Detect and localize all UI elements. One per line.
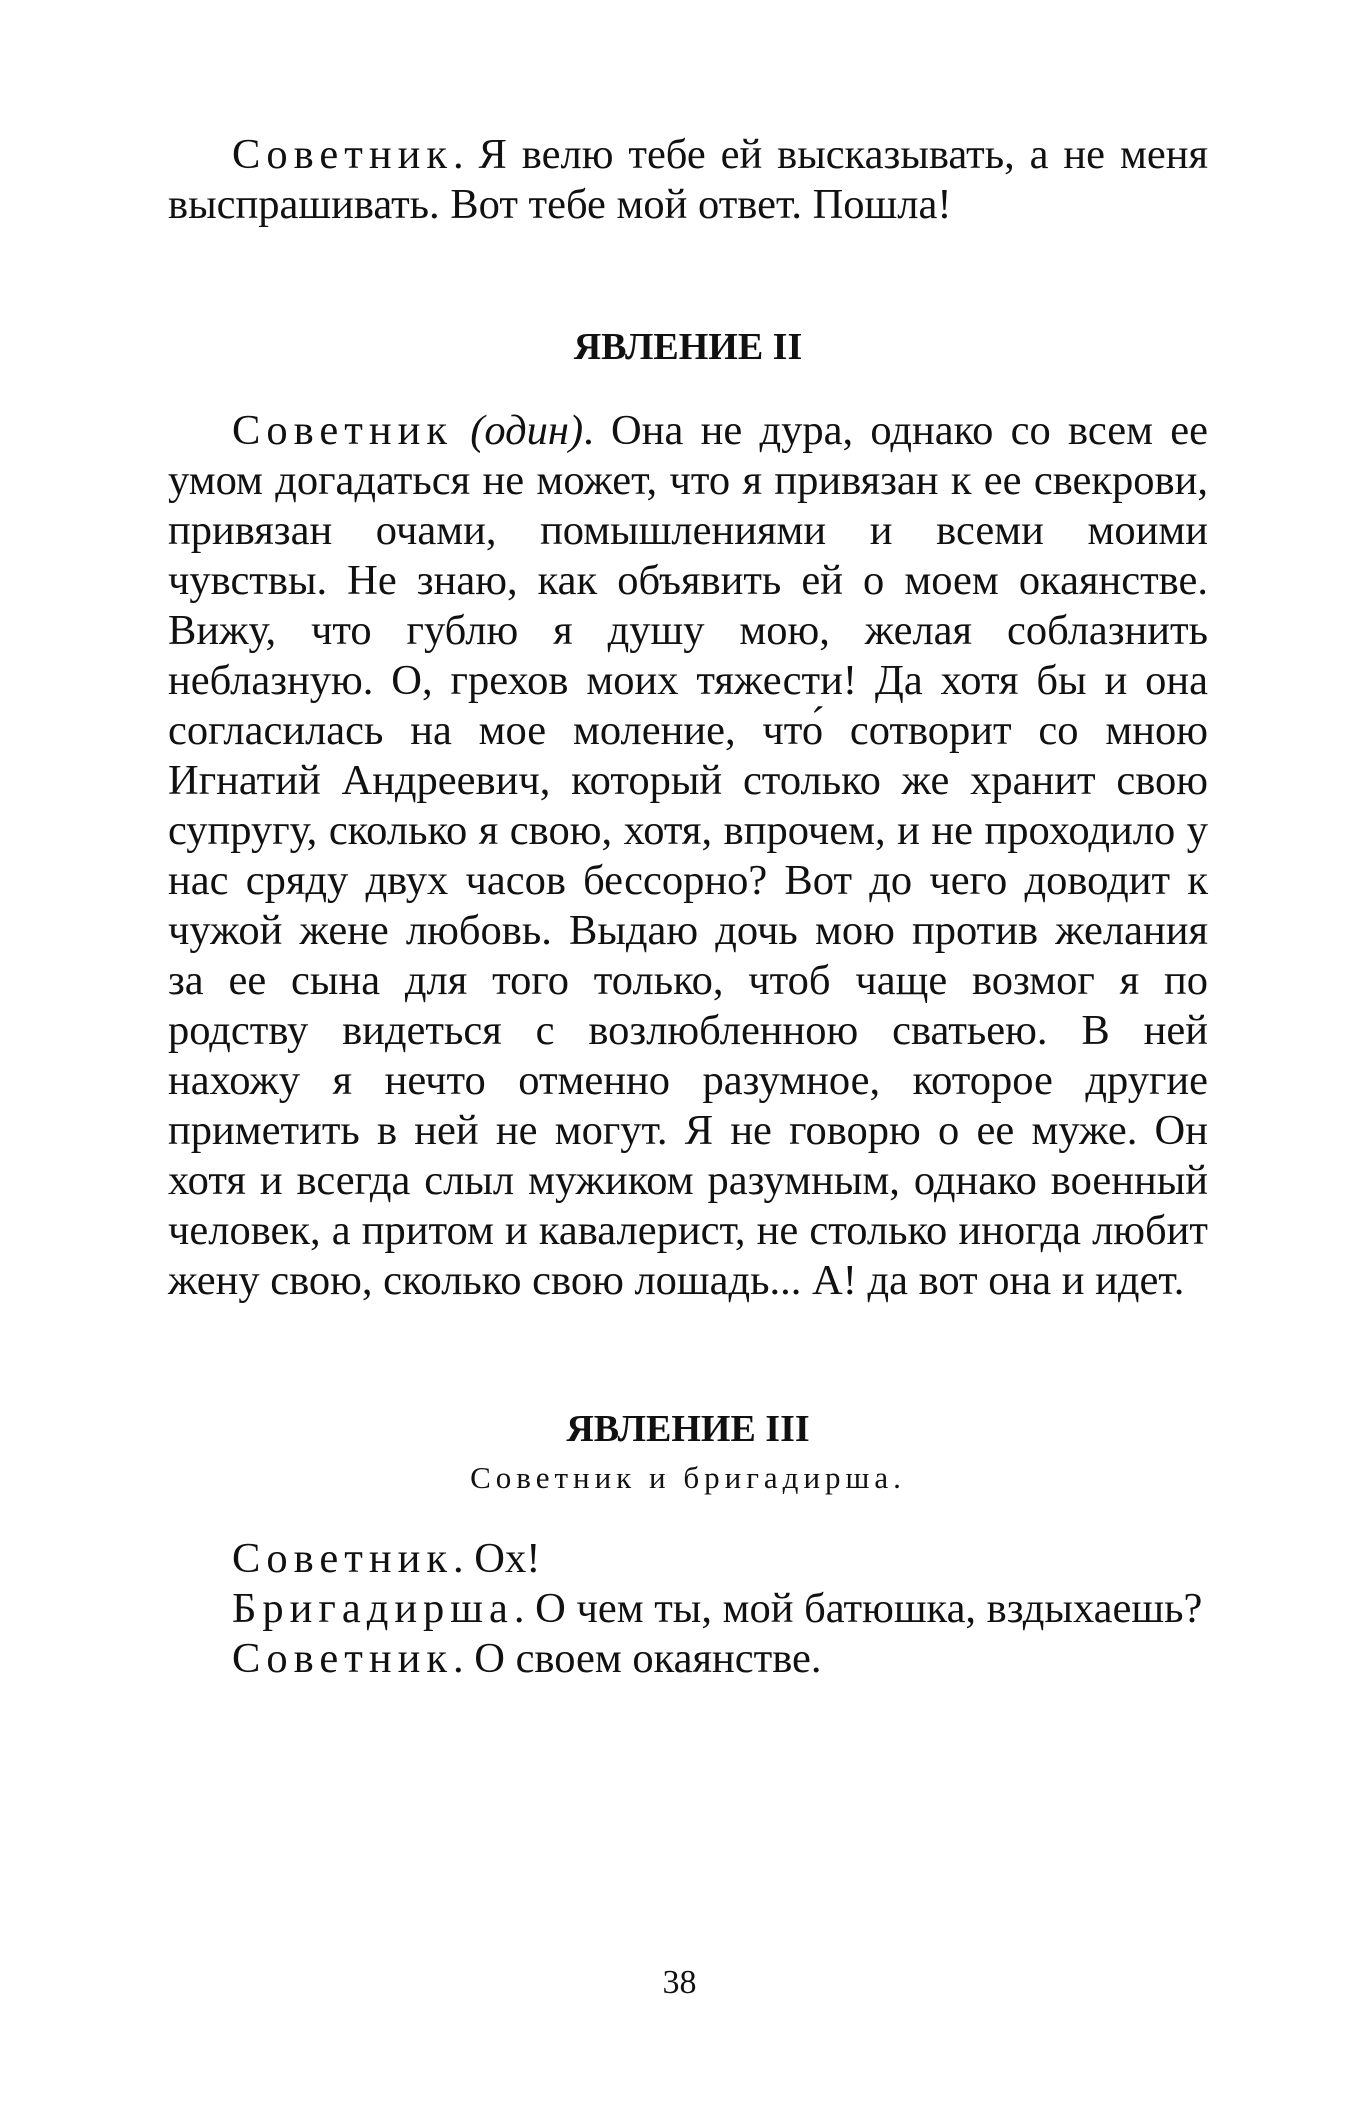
speaker-name: Советник — [232, 1535, 453, 1582]
scene-cast-note: Советник и бригадирша. — [470, 1460, 906, 1495]
stage-direction: (один) — [470, 407, 584, 454]
speaker-name: Советник — [232, 407, 453, 454]
line-text: . О своем окаянстве. — [453, 1635, 822, 1682]
speaker-name: Советник — [232, 1635, 453, 1682]
line-text: . Ох! — [453, 1535, 541, 1582]
page-number: 38 — [662, 1964, 697, 2001]
scene-heading: ЯВЛЕНИЕ II — [573, 326, 803, 368]
dialogue-line — [168, 1584, 1208, 1634]
dialogue-line — [168, 1534, 1208, 1584]
monologue — [168, 406, 1208, 1306]
line-text: . Я велю тебе ей высказывать, а не меня выспрашивать. Вот тебе мой ответ. Пошла! — [168, 131, 1208, 228]
book-page — [168, 130, 1208, 1684]
line-text: . Она не дура, однако со всем ее умом догадаться не может, что я привязан к ее свекрови, привязан очами, помышлениями и всеми моими чувствы. Не знаю, как объявить ей о моем окаянстве. Вижу, что гублю я душу мою, желая соблазнить неблазную. О, грехов моих тяжести! Да хотя бы и она согласилась на мое моление, что́ сотворит со мною Игнатий Андреевич, который столько же хранит свою супругу, сколько я свою, хотя, впрочем, и не проходило у нас сряду двух часов бессорно? Вот до чего доводит к чужой жене любовь. Выдаю дочь мою против желания за ее сына для того только, чтоб чаще возмог я по родству видеться с возлюбленною сватьею. В ней нахожу я нечто отменно разумное, которое другие приметить в ней не могут. Я не говорю о ее муже. Он хотя и всегда слыл мужиком разумным, однако военный человек, а притом и кавалерист, не столько иногда любит жену свою, сколько свою лошадь... А! да вот она и идет. — [168, 407, 1208, 1304]
scene-heading: ЯВЛЕНИЕ III — [566, 1408, 810, 1450]
dialogue-line — [168, 1634, 1208, 1684]
speaker-name: Бригадирша — [232, 1585, 514, 1632]
line-text: . О чем ты, мой батюшка, вздыхаешь? — [513, 1585, 1203, 1632]
dialogue-line — [168, 130, 1208, 230]
speaker-name: Советник — [232, 131, 453, 178]
